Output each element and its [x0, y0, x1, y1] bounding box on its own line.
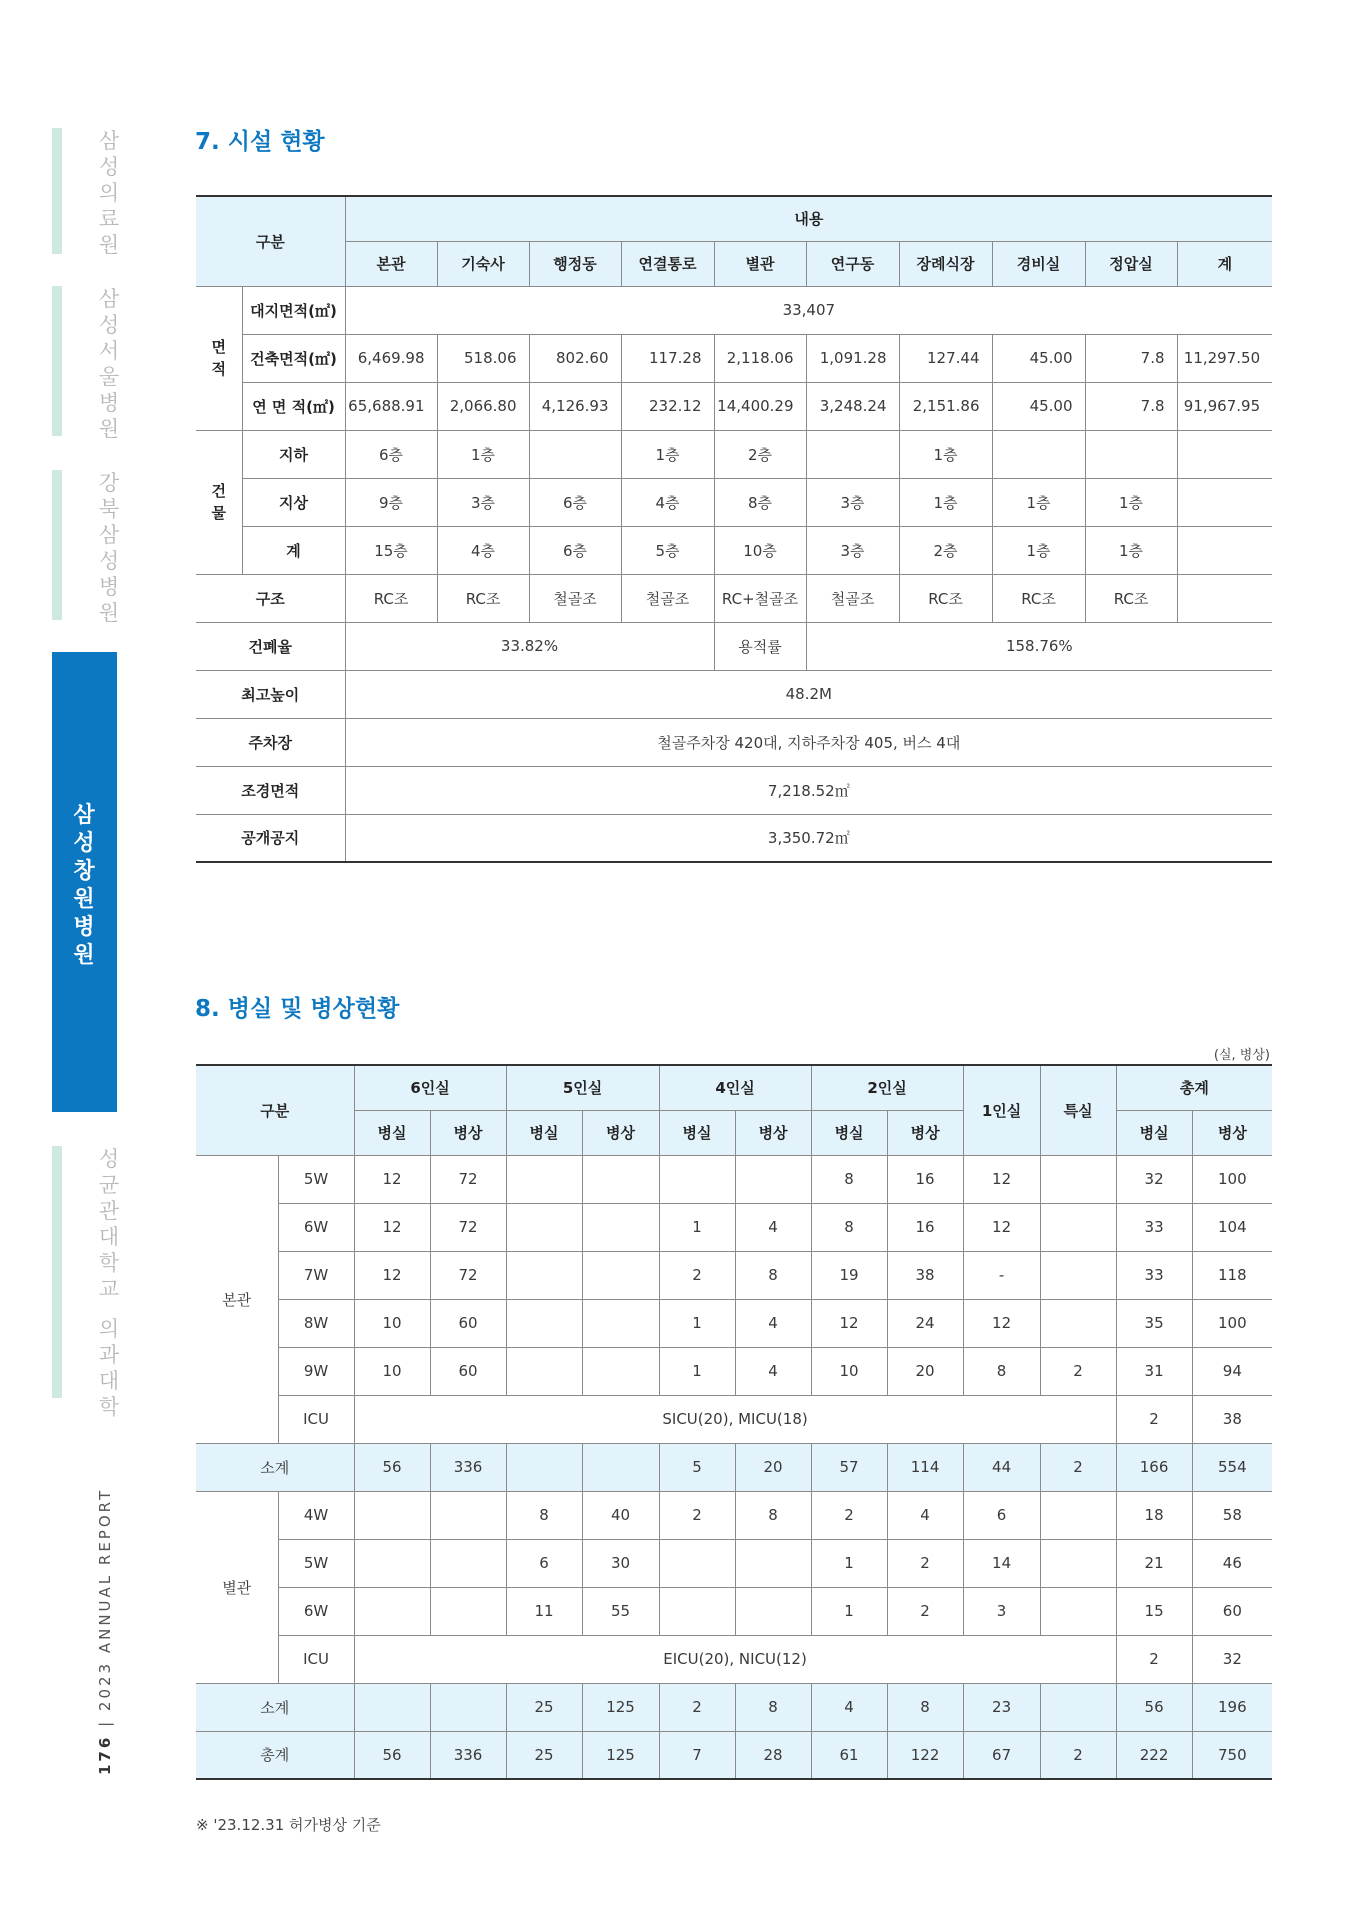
data-cell: 16	[887, 1155, 963, 1203]
data-cell: 4	[735, 1203, 811, 1251]
data-cell: 15층	[345, 526, 437, 574]
data-cell: 25	[506, 1731, 582, 1779]
data-cell: 166	[1116, 1443, 1192, 1491]
data-cell	[659, 1155, 735, 1203]
data-cell	[506, 1299, 582, 1347]
data-cell: 2	[887, 1587, 963, 1635]
data-cell: 336	[430, 1443, 506, 1491]
data-cell: 6층	[529, 526, 621, 574]
data-cell: 2	[659, 1251, 735, 1299]
page-number: 176	[96, 1734, 114, 1775]
data-cell	[1040, 1203, 1116, 1251]
data-cell	[430, 1539, 506, 1587]
data-cell: 18	[1116, 1491, 1192, 1539]
column-header: 행정동	[529, 241, 621, 286]
data-cell: 6	[963, 1491, 1040, 1539]
group-header: 2인실	[811, 1065, 963, 1110]
data-cell: 61	[811, 1731, 887, 1779]
row-label: 지하	[242, 430, 345, 478]
column-header: 경비실	[992, 241, 1085, 286]
data-cell: 2,066.80	[437, 382, 529, 430]
data-cell	[806, 430, 899, 478]
building-label: 본관	[196, 1155, 278, 1443]
beds-footnote: ※ '23.12.31 허가병상 기준	[196, 1816, 381, 1834]
data-cell: RC조	[899, 574, 992, 622]
data-cell: 9층	[345, 478, 437, 526]
data-cell: 1,091.28	[806, 334, 899, 382]
data-cell: 33	[1116, 1251, 1192, 1299]
column-header: 기숙사	[437, 241, 529, 286]
open-space-value: 3,350.72㎡	[345, 814, 1272, 862]
data-cell: 10층	[714, 526, 806, 574]
data-cell: 1	[659, 1299, 735, 1347]
data-cell: -	[963, 1251, 1040, 1299]
column-header: 연구동	[806, 241, 899, 286]
data-cell	[1040, 1491, 1116, 1539]
data-cell: 196	[1192, 1683, 1272, 1731]
facility-section-title: 7. 시설 현황	[195, 129, 325, 155]
sub-header-beds: 병상	[735, 1110, 811, 1155]
data-cell: 21	[1116, 1539, 1192, 1587]
data-cell: 3,248.24	[806, 382, 899, 430]
data-cell: 24	[887, 1299, 963, 1347]
ward-label: 8W	[278, 1299, 354, 1347]
data-cell	[582, 1299, 659, 1347]
data-cell: 12	[963, 1155, 1040, 1203]
report-name: | 2023 ANNUAL REPORT	[96, 1487, 114, 1735]
data-cell	[430, 1683, 506, 1731]
data-cell: 12	[963, 1299, 1040, 1347]
data-cell: RC+철골조	[714, 574, 806, 622]
data-cell	[506, 1251, 582, 1299]
group-header: 5인실	[506, 1065, 659, 1110]
column-header: 계	[1177, 241, 1272, 286]
height-value: 48.2M	[345, 670, 1272, 718]
data-cell: 8	[735, 1251, 811, 1299]
data-cell: RC조	[345, 574, 437, 622]
side-tab-samsung-changwon-hospital[interactable]	[52, 652, 117, 1112]
data-cell: 2	[659, 1491, 735, 1539]
beds-header-category: 구분	[196, 1065, 354, 1155]
data-cell: 3층	[806, 478, 899, 526]
data-cell	[1040, 1155, 1116, 1203]
icu-row	[196, 1395, 1272, 1443]
data-cell: 15	[1116, 1587, 1192, 1635]
data-cell: 1층	[992, 478, 1085, 526]
data-cell: 1층	[899, 430, 992, 478]
data-cell: 4	[735, 1299, 811, 1347]
sub-header-beds: 병상	[430, 1110, 506, 1155]
data-cell: 10	[354, 1347, 430, 1395]
side-tab-label: 성 균 관 대 학 교 의 과 대 학	[98, 1147, 120, 1419]
data-cell: 33	[1116, 1203, 1192, 1251]
data-cell	[1177, 526, 1272, 574]
subtotal-row	[196, 1443, 1272, 1491]
data-cell	[659, 1587, 735, 1635]
row-label: 구조	[196, 574, 345, 622]
data-cell: 8층	[714, 478, 806, 526]
data-cell	[1177, 430, 1272, 478]
data-cell: 7	[659, 1731, 735, 1779]
data-cell: 45.00	[992, 334, 1085, 382]
data-cell: 35	[1116, 1299, 1192, 1347]
ward-label: ICU	[278, 1395, 354, 1443]
data-cell	[735, 1587, 811, 1635]
column-header: 장례식장	[899, 241, 992, 286]
ward-label: 7W	[278, 1251, 354, 1299]
column-header: 본관	[345, 241, 437, 286]
group-header: 총계	[1116, 1065, 1272, 1110]
data-cell: 6층	[529, 478, 621, 526]
data-cell: 45.00	[992, 382, 1085, 430]
table-row	[196, 1587, 1272, 1635]
data-cell: 11	[506, 1587, 582, 1635]
data-cell: 19	[811, 1251, 887, 1299]
grand-total-row-label: 총계	[196, 1731, 354, 1779]
building-label: 별관	[196, 1491, 278, 1683]
data-cell	[735, 1155, 811, 1203]
ward-label: ICU	[278, 1635, 354, 1683]
data-cell: 7.8	[1085, 382, 1177, 430]
data-cell: 57	[811, 1443, 887, 1491]
side-tab-label: 삼 성 창 원 병 원	[73, 803, 95, 968]
data-cell: 2	[1116, 1635, 1192, 1683]
data-cell	[430, 1587, 506, 1635]
data-cell: 8	[735, 1683, 811, 1731]
data-cell: 2	[1116, 1395, 1192, 1443]
group-header: 1인실	[963, 1065, 1040, 1155]
data-cell	[354, 1539, 430, 1587]
data-cell: RC조	[992, 574, 1085, 622]
data-cell: 118	[1192, 1251, 1272, 1299]
data-cell	[1040, 1299, 1116, 1347]
data-cell: 60	[430, 1347, 506, 1395]
data-cell: 2,151.86	[899, 382, 992, 430]
data-cell: 117.28	[621, 334, 714, 382]
data-cell: 20	[735, 1443, 811, 1491]
header-content: 내용	[345, 196, 1272, 241]
data-cell: 1층	[992, 526, 1085, 574]
data-cell: 56	[354, 1731, 430, 1779]
data-cell: 72	[430, 1155, 506, 1203]
data-cell: 8	[735, 1491, 811, 1539]
data-cell: 3	[963, 1587, 1040, 1635]
data-cell: 31	[1116, 1347, 1192, 1395]
data-cell: 8	[887, 1683, 963, 1731]
floor-ratio-value: 158.76%	[806, 622, 1272, 670]
group-header: 특실	[1040, 1065, 1116, 1155]
sub-header-rooms: 병실	[659, 1110, 735, 1155]
sub-header-rooms: 병실	[1116, 1110, 1192, 1155]
table-row	[196, 1155, 1272, 1203]
icu-detail: SICU(20), MICU(18)	[354, 1395, 1116, 1443]
data-cell	[1040, 1683, 1116, 1731]
data-cell: 1층	[621, 430, 714, 478]
header-category: 구분	[196, 196, 345, 286]
data-cell: 12	[354, 1203, 430, 1251]
row-label: 계	[242, 526, 345, 574]
data-cell	[582, 1251, 659, 1299]
data-cell: 1	[659, 1347, 735, 1395]
data-cell	[1040, 1251, 1116, 1299]
data-cell: 16	[887, 1203, 963, 1251]
data-cell: 40	[582, 1491, 659, 1539]
data-cell: 802.60	[529, 334, 621, 382]
data-cell	[1085, 430, 1177, 478]
ward-label: 6W	[278, 1587, 354, 1635]
data-cell: 32	[1192, 1635, 1272, 1683]
data-cell: 30	[582, 1539, 659, 1587]
column-header: 정압실	[1085, 241, 1177, 286]
data-cell	[506, 1155, 582, 1203]
data-cell: 55	[582, 1587, 659, 1635]
data-cell: 72	[430, 1203, 506, 1251]
group-header: 4인실	[659, 1065, 811, 1110]
data-cell: 7.8	[1085, 334, 1177, 382]
data-cell: 2	[1040, 1731, 1116, 1779]
data-cell: RC조	[1085, 574, 1177, 622]
data-cell: 4,126.93	[529, 382, 621, 430]
data-cell: 1층	[1085, 478, 1177, 526]
data-cell: 11,297.50	[1177, 334, 1272, 382]
data-cell: 12	[354, 1251, 430, 1299]
data-cell	[506, 1347, 582, 1395]
sub-header-beds: 병상	[1192, 1110, 1272, 1155]
column-header: 별관	[714, 241, 806, 286]
land-area-label: 대지면적(㎡)	[242, 286, 345, 334]
data-cell	[354, 1587, 430, 1635]
data-cell: 44	[963, 1443, 1040, 1491]
data-cell	[1177, 574, 1272, 622]
data-cell: 2층	[714, 430, 806, 478]
data-cell: 1	[811, 1587, 887, 1635]
data-cell	[506, 1443, 582, 1491]
subtotal-row	[196, 1683, 1272, 1731]
data-cell	[582, 1203, 659, 1251]
data-cell: 14	[963, 1539, 1040, 1587]
data-cell: 8	[506, 1491, 582, 1539]
ward-label: 5W	[278, 1155, 354, 1203]
side-tab-bar	[52, 286, 62, 436]
data-cell: 750	[1192, 1731, 1272, 1779]
beds-table	[196, 1064, 1272, 1780]
data-cell: 554	[1192, 1443, 1272, 1491]
data-cell: 4층	[437, 526, 529, 574]
data-cell: 2	[1040, 1443, 1116, 1491]
data-cell: 12	[811, 1299, 887, 1347]
ward-label: 9W	[278, 1347, 354, 1395]
floor-ratio-label: 용적률	[714, 622, 806, 670]
data-cell: 222	[1116, 1731, 1192, 1779]
data-cell: 23	[963, 1683, 1040, 1731]
ward-label: 4W	[278, 1491, 354, 1539]
icu-row	[196, 1635, 1272, 1683]
row-label: 지상	[242, 478, 345, 526]
data-cell: 1층	[437, 430, 529, 478]
data-cell: 4	[887, 1491, 963, 1539]
data-cell: 56	[354, 1443, 430, 1491]
side-tab-bar	[52, 128, 62, 254]
data-cell: 4	[735, 1347, 811, 1395]
side-tab-bar	[52, 470, 62, 620]
data-cell	[735, 1539, 811, 1587]
data-cell: 125	[582, 1683, 659, 1731]
table-row	[196, 1203, 1272, 1251]
data-cell	[992, 430, 1085, 478]
data-cell: 127.44	[899, 334, 992, 382]
data-cell: 72	[430, 1251, 506, 1299]
height-label: 최고높이	[196, 670, 345, 718]
data-cell: 4	[811, 1683, 887, 1731]
beds-section-title: 8. 병실 및 병상현황	[195, 996, 400, 1022]
subtotal-row-label: 소계	[196, 1683, 354, 1731]
data-cell	[430, 1491, 506, 1539]
side-tab-label: 강 북 삼 성 병 원	[98, 471, 120, 625]
side-tab-label: 삼 성 서 울 병 원	[98, 287, 120, 441]
table-row	[196, 1539, 1272, 1587]
data-cell: 1	[659, 1203, 735, 1251]
data-cell	[506, 1203, 582, 1251]
sub-header-rooms: 병실	[811, 1110, 887, 1155]
table-row	[196, 1299, 1272, 1347]
facility-table	[196, 195, 1272, 863]
data-cell: 38	[887, 1251, 963, 1299]
data-cell	[354, 1683, 430, 1731]
data-cell: 1층	[899, 478, 992, 526]
data-cell: 8	[963, 1347, 1040, 1395]
data-cell	[582, 1155, 659, 1203]
data-cell: 2,118.06	[714, 334, 806, 382]
data-cell: 20	[887, 1347, 963, 1395]
data-cell	[582, 1443, 659, 1491]
data-cell: 14,400.29	[714, 382, 806, 430]
data-cell: 65,688.91	[345, 382, 437, 430]
sub-header-beds: 병상	[582, 1110, 659, 1155]
data-cell: 3층	[437, 478, 529, 526]
column-header: 연결통로	[621, 241, 714, 286]
data-cell	[1040, 1587, 1116, 1635]
area-group-label: 면 적	[196, 286, 242, 430]
data-cell: 232.12	[621, 382, 714, 430]
data-cell: 5	[659, 1443, 735, 1491]
data-cell: 32	[1116, 1155, 1192, 1203]
data-cell: 67	[963, 1731, 1040, 1779]
data-cell: 12	[354, 1155, 430, 1203]
data-cell: 1	[811, 1539, 887, 1587]
data-cell: 2	[811, 1491, 887, 1539]
data-cell: 2	[887, 1539, 963, 1587]
data-cell: 28	[735, 1731, 811, 1779]
data-cell: 1층	[1085, 526, 1177, 574]
data-cell: 3층	[806, 526, 899, 574]
coverage-value: 33.82%	[345, 622, 714, 670]
data-cell: 104	[1192, 1203, 1272, 1251]
icu-detail: EICU(20), NICU(12)	[354, 1635, 1116, 1683]
data-cell: 91,967.95	[1177, 382, 1272, 430]
data-cell: 철골조	[621, 574, 714, 622]
data-cell: 2	[659, 1683, 735, 1731]
data-cell	[582, 1347, 659, 1395]
parking-label: 주차장	[196, 718, 345, 766]
subtotal-row-label: 소계	[196, 1443, 354, 1491]
data-cell: 100	[1192, 1155, 1272, 1203]
data-cell: 94	[1192, 1347, 1272, 1395]
data-cell: 60	[1192, 1587, 1272, 1635]
data-cell: 25	[506, 1683, 582, 1731]
data-cell: 2	[1040, 1347, 1116, 1395]
data-cell: 46	[1192, 1539, 1272, 1587]
data-cell: 6층	[345, 430, 437, 478]
data-cell: 8	[811, 1155, 887, 1203]
data-cell: 122	[887, 1731, 963, 1779]
open-space-label: 공개공지	[196, 814, 345, 862]
data-cell: 5층	[621, 526, 714, 574]
table-row	[196, 1251, 1272, 1299]
data-cell: 6	[506, 1539, 582, 1587]
data-cell: RC조	[437, 574, 529, 622]
landscape-label: 조경면적	[196, 766, 345, 814]
data-cell: 10	[811, 1347, 887, 1395]
data-cell: 336	[430, 1731, 506, 1779]
ward-label: 5W	[278, 1539, 354, 1587]
unit-note: (실, 병상)	[1213, 1048, 1270, 1063]
data-cell: 58	[1192, 1491, 1272, 1539]
table-row	[196, 1491, 1272, 1539]
data-cell: 38	[1192, 1395, 1272, 1443]
data-cell	[354, 1491, 430, 1539]
building-group-label: 건 물	[196, 430, 242, 574]
grand-total-row	[196, 1731, 1272, 1779]
side-tab-label: 삼 성 의 료 원	[98, 129, 120, 257]
data-cell: 8	[811, 1203, 887, 1251]
data-cell: 철골조	[806, 574, 899, 622]
data-cell	[659, 1539, 735, 1587]
side-tab-bar	[52, 1146, 62, 1398]
parking-value: 철골주차장 420대, 지하주차장 405, 버스 4대	[345, 718, 1272, 766]
land-area-value: 33,407	[345, 286, 1272, 334]
data-cell: 12	[963, 1203, 1040, 1251]
data-cell: 6,469.98	[345, 334, 437, 382]
sub-header-rooms: 병실	[506, 1110, 582, 1155]
row-label: 건축면적(㎡)	[242, 334, 345, 382]
data-cell: 114	[887, 1443, 963, 1491]
landscape-value: 7,218.52㎡	[345, 766, 1272, 814]
data-cell: 10	[354, 1299, 430, 1347]
data-cell: 2층	[899, 526, 992, 574]
data-cell	[1040, 1539, 1116, 1587]
ward-label: 6W	[278, 1203, 354, 1251]
sub-header-rooms: 병실	[354, 1110, 430, 1155]
row-label: 연 면 적(㎡)	[242, 382, 345, 430]
data-cell	[1177, 478, 1272, 526]
data-cell: 56	[1116, 1683, 1192, 1731]
report-footer	[96, 1488, 114, 1775]
data-cell: 60	[430, 1299, 506, 1347]
coverage-label: 건폐율	[196, 622, 345, 670]
sub-header-beds: 병상	[887, 1110, 963, 1155]
data-cell: 4층	[621, 478, 714, 526]
data-cell: 철골조	[529, 574, 621, 622]
data-cell: 125	[582, 1731, 659, 1779]
group-header: 6인실	[354, 1065, 506, 1110]
data-cell: 518.06	[437, 334, 529, 382]
data-cell	[529, 430, 621, 478]
table-row	[196, 1347, 1272, 1395]
data-cell: 100	[1192, 1299, 1272, 1347]
